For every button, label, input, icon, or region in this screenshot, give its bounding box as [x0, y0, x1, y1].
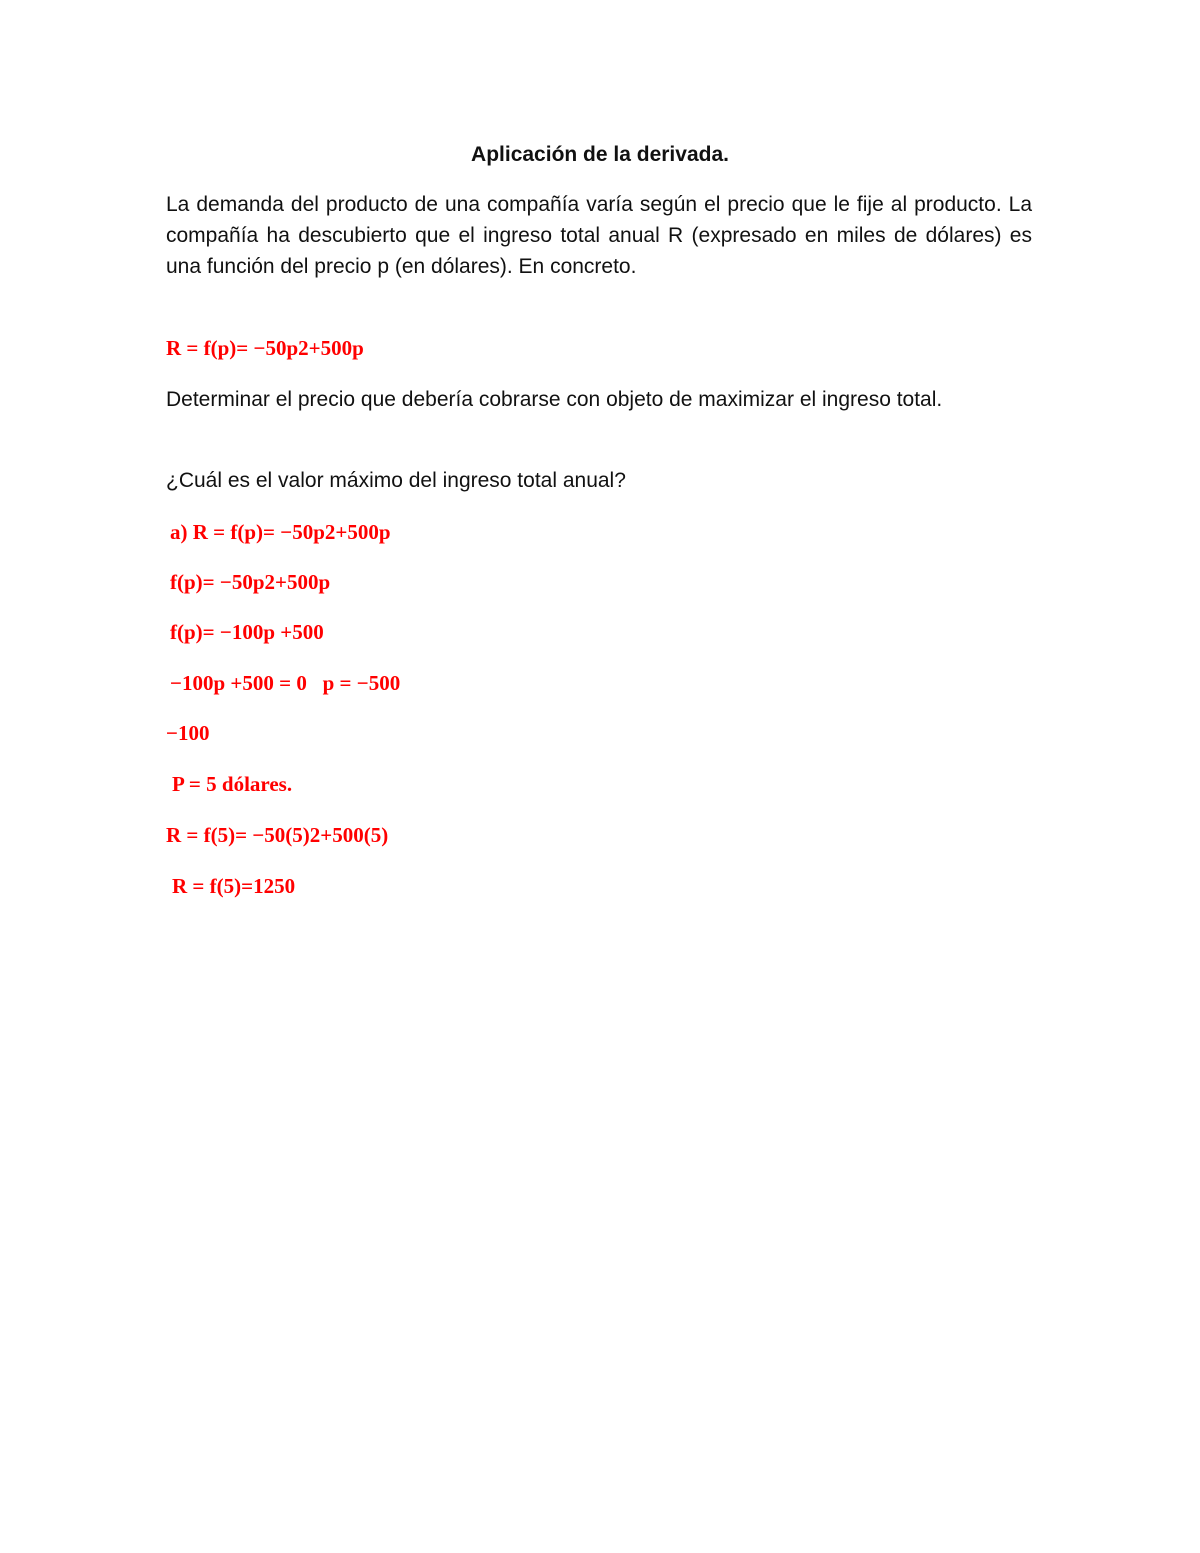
solution-line: −100p +500 = 0 p = −500 [170, 671, 401, 695]
task-paragraph: Determinar el precio que debería cobrarse con objeto de maximizar el ingreso total. [166, 388, 943, 411]
intro-paragraph: La demanda del producto de una compañía varía según el precio que le fije al producto. La compañía ha descubierto que el ingreso total anual R (expresado en miles de dólares) es una función del precio p (en dólares). En concreto. [166, 193, 1032, 278]
document-title: Aplicación de la derivada. [471, 143, 729, 166]
question-paragraph: ¿Cuál es el valor máximo del ingreso total anual? [166, 469, 626, 492]
solution-line: f(p)= −100p +500 [170, 620, 324, 644]
main-formula: R = f(p)= −50p2+500p [166, 336, 364, 360]
solution-line: R = f(5)= −50(5)2+500(5) [166, 823, 389, 847]
solution-line: a) R = f(p)= −50p2+500p [170, 520, 391, 544]
solution-line: P = 5 dólares. [172, 772, 293, 796]
solution-line: −100 [166, 721, 210, 745]
solution-line: f(p)= −50p2+500p [170, 570, 331, 594]
solution-line: R = f(5)=1250 [172, 874, 296, 898]
